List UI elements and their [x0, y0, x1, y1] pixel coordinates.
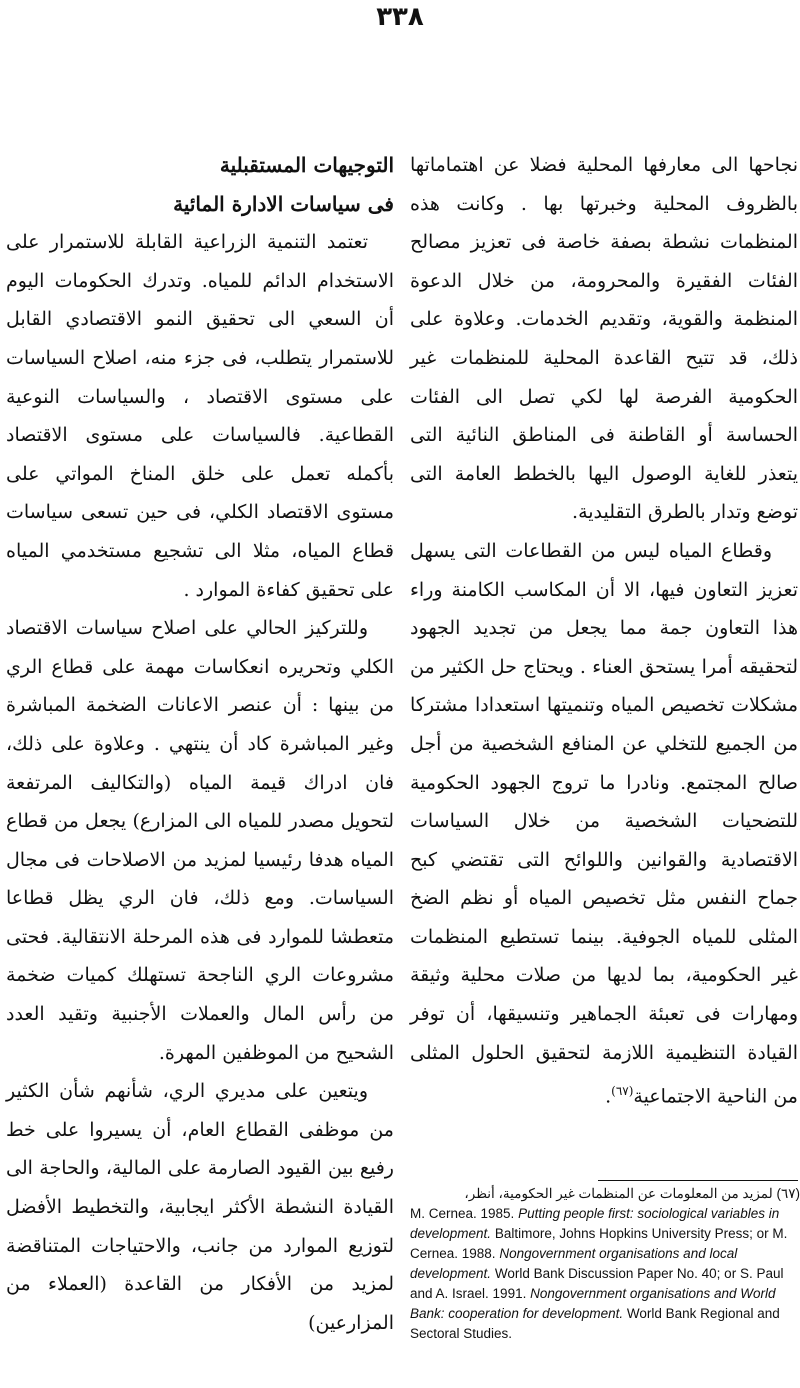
ref1-author: M. Cernea. 1985.: [410, 1206, 515, 1221]
right-paragraph-1: نجاحها الى معارفها المحلية فضلا عن اهتماماتها بالظروف المحلية وخبرتها بها . وكانت هذه المنظمات نشطة بصفة خاصة فى تعزيز مصالح الفئات الفقيرة والمحرومة، من خلال الدعوة المنظمة والقوية، وتقديم الخدمات. وعلاوة على ذلك، قد تتيح القاعدة المحلية للمنظمات غير الحكومية الفرصة لها لكي تصل الى الفئات الحساسة أو القاطنة فى المناطق النائية التى يتعذر للغاية الوصول اليها بالخطط العامة التى توضع وتدار بالطرق التقليدية.: [410, 154, 798, 524]
right-paragraph-2-end: .: [605, 1085, 612, 1108]
footnote-arabic: (٦٧) لمزيد من المعلومات عن المنظمات غير الحكومية، أنظر،: [464, 1186, 800, 1201]
footnote-ref: (٦٧): [611, 1084, 634, 1099]
right-column: [410, 146, 798, 1116]
left-paragraph-2: وللتركيز الحالي على اصلاح سياسات الاقتصاد الكلي وتحريره انعكاسات مهمة على قطاع الري من بينها : أن عنصر الاعانات الضخمة المباشرة وغير المباشرة كاد أن ينتهي . وعلاوة على ذلك، فان ادراك قيمة المياه (والتكاليف المرتفعة لتحويل مصدر للمياه الى المزارع) يجعل من قطاع المياه هدفا رئيسيا لمزيد من الاصلاحات فى مجال السياسات. ومع ذلك، فان الري يظل قطاعا متعطشا للموارد فى هذه المرحلة الانتقالية. فحتى مشروعات الري الناجحة تستهلك كميات ضخمة من رأس المال والعملات الأجنبية وتقيد العدد الشحيح من الموظفين المهرة.: [6, 617, 394, 1064]
footnote-divider: [598, 1180, 798, 1181]
ref2-title: Nongovernment organisations and local development.: [410, 1246, 738, 1281]
right-paragraph-2-text: وقطاع المياه ليس من القطاعات التى يسهل تعزيز التعاون فيها، الا أن المكاسب الكامنة وراء هذا التعاون جمة مما يجعل من تجديد الجهود لتحقيقه أمرا يستحق العناء . ويحتاج حل الكثير من مشكلات تخصيص المياه وتنميتها استعدادا مشتركا من الجميع للتخلي عن المنافع الشخصية من أجل صالح المجتمع. ونادرا ما تروج الجهود الحكومية للتضحيات الشخصية من خلال السياسات الاقتصادية والقوانين واللوائح التى تقتضي كبح جماح النفس مثل تخصيص المياه أو نظم الضخ المثلى للمياه الجوفية. بينما تستطيع المنظمات غير الحكومية، بما لديها من صلات محلية وثيقة ومهارات فى تعبئة الجماهير وتنسيقها، أن توفر القيادة التنظيمية اللازمة لتحقيق الحلول المثلى من الناحية الاجتماعية: [410, 539, 798, 1108]
ref3-publisher: World Bank Regional and Sectoral Studies.: [410, 1306, 780, 1341]
section-heading-line-1: التوجيهات المستقبلية: [219, 153, 394, 177]
left-column: [6, 146, 394, 1342]
section-heading-line-2: فى سياسات الادارة المائية: [173, 191, 394, 216]
footnote: [410, 1184, 800, 1344]
left-paragraph-3: ويتعين على مديري الري، شأنهم شأن الكثير من موظفى القطاع العام، أن يسيروا على خط رفيع بين القيود الصارمة على المالية، والحاجة الى القيادة النشطة الأكثر ايجابية، والتخطيط الأفضل لتوزيع الموارد من جانب، والاحتياجات المتناقضة لمزيد من الأفكار من القاعدة (العملاء من المزارعين): [6, 1080, 394, 1334]
ref2-publisher: World Bank Discussion Paper No. 40; or S. Paul and A. Israel. 1991.: [410, 1266, 784, 1301]
ref1-publisher: Baltimore, Johns Hopkins University Press; or M. Cernea. 1988.: [410, 1226, 788, 1261]
right-paragraph-2: [410, 532, 798, 1116]
ref1-title: Putting people first: sociological variables in development.: [410, 1206, 780, 1241]
page-number: ٣٣٨: [376, 2, 424, 32]
ref3-title: Nongovernment organisations and World Bank: cooperation for development.: [410, 1286, 776, 1321]
footnote-references: [410, 1204, 800, 1344]
left-paragraph-1: تعتمد التنمية الزراعية القابلة للاستمرار على الاستخدام الدائم للمياه. وتدرك الحكومات اليوم أن السعي الى تحقيق النمو الاقتصادي القابل للاستمرار يتطلب، فى جزء منه، اصلاح السياسات على مستوى الاقتصاد ، والسياسات النوعية القطاعية. فالسياسات على مستوى الاقتصاد بأكمله تعمل على خلق المناخ المواتي على مستوى الاقتصاد الكلي، فى حين تسعى سياسات قطاع المياه، مثلا الى تشجيع مستخدمي المياه على تحقيق كفاءة الموارد .: [6, 231, 394, 601]
